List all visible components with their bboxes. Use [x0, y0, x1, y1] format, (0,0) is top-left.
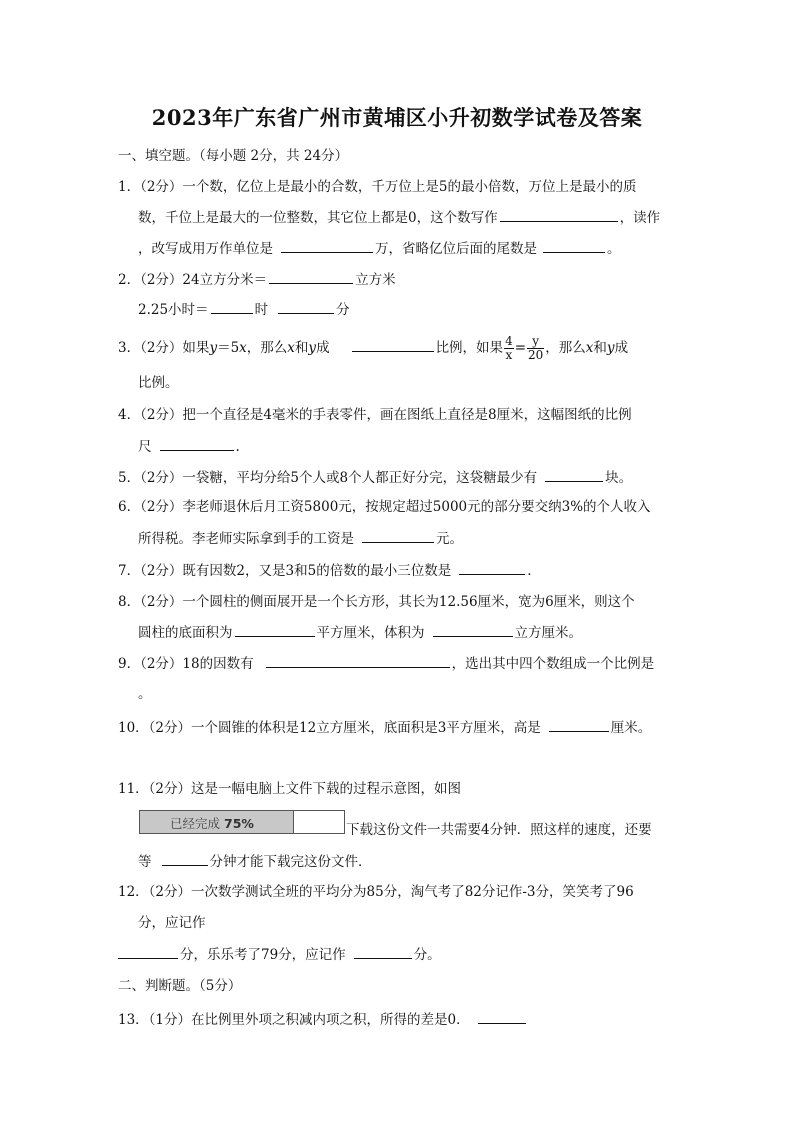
question-8-line-1: 8．（2分）一个圆柱的侧面展开是一个长方形，其长为12.56厘米，宽为6厘米，则这个: [118, 594, 635, 610]
answer-blank[interactable]: [162, 851, 208, 866]
answer-blank[interactable]: [459, 560, 525, 575]
question-1-line-1: 1．（2分）一个数，亿位上是最小的合数，千万位上是5的最小倍数，万位上是最小的质: [118, 179, 637, 195]
page-title: 2023年广东省广州市黄埔区小升初数学试卷及答案: [151, 105, 643, 130]
question-9-line-1: 9．（2分）18的因数有 ，选出其中四个数组成一个比例是: [118, 653, 654, 674]
question-1-line-3: ，改写成用万作单位是 万，省略亿位后面的尾数是 。: [138, 238, 621, 259]
answer-blank[interactable]: [118, 944, 178, 959]
fraction-4-over-x: $\frac{4}{x}$: [505, 334, 513, 362]
question-2-line-1: 2．（2分）24立方分米＝ 立方米: [118, 269, 396, 290]
answer-blank[interactable]: [500, 207, 618, 222]
answer-blank[interactable]: [362, 528, 434, 543]
section-heading-fill-in: 一、填空题。（每小题 2分，共 24分）: [118, 148, 349, 164]
answer-blank[interactable]: [235, 622, 315, 637]
question-12-line-3: 分，乐乐考了79分，应记作 分。: [118, 944, 441, 965]
answer-blank[interactable]: [266, 653, 450, 668]
answer-blank[interactable]: [160, 436, 234, 451]
question-1-line-2: 数，千位上是最大的一位整数，其它位上都是0，这个数写作 ，读作: [138, 207, 660, 228]
question-3-line-1: 3．（2分）如果y＝5x，那么x和y成 比例，如果 $\frac{4}{x}$ = $\frac{y}{20}$ ，那么x和y成: [118, 334, 629, 362]
question-6-line-2: 所得税。李老师实际拿到手的工资是 元。: [138, 528, 463, 549]
answer-blank[interactable]: [354, 944, 412, 959]
question-10: 10．（2分）一个圆锥的体积是12立方厘米，底面积是3平方厘米，高是 厘米。: [118, 717, 651, 738]
question-6-line-1: 6．（2分）李老师退休后月工资5800元，按规定超过5000元的部分要交纳3%的个人收入: [118, 499, 651, 515]
answer-blank[interactable]: [269, 269, 353, 284]
fraction-y-over-20: $\frac{y}{20}$: [528, 334, 544, 362]
download-progress-label: 已经完成 75%: [170, 816, 254, 831]
question-11-line-1: 11．（2分）这是一幅电脑上文件下载的过程示意图，如图: [118, 781, 462, 797]
question-2-line-2: 2.25小时＝ 时 分: [138, 299, 350, 320]
answer-blank[interactable]: [352, 337, 434, 352]
answer-blank[interactable]: [545, 467, 603, 482]
question-4-line-2: 尺 .: [138, 436, 240, 457]
answer-blank[interactable]: [478, 1009, 526, 1024]
question-4-line-1: 4．（2分）把一个直径是4毫米的手表零件，画在图纸上直径是8厘米，这幅图纸的比例: [118, 407, 632, 423]
question-3-line-2: 比例。: [138, 375, 179, 391]
answer-blank[interactable]: [278, 299, 334, 314]
question-8-line-2: 圆柱的底面积为 平方厘米，体积为 立方厘米。: [138, 622, 582, 643]
answer-blank[interactable]: [549, 717, 609, 732]
question-5: 5．（2分）一袋糖，平均分给5个人或8个人都正好分完，这袋糖最少有 块。: [118, 467, 632, 488]
download-progress-bar: [139, 810, 345, 834]
question-11-line-2: 下载这份文件一共需要4分钟．照这样的速度，还要: [346, 822, 652, 838]
question-13: 13．（1分）在比例里外项之积减内项之积，所得的差是0．: [118, 1009, 528, 1030]
question-7: 7．（2分）既有因数2，又是3和5的倍数的最小三位数是 .: [118, 560, 532, 581]
answer-blank[interactable]: [211, 299, 253, 314]
question-11-line-3: 等 分钟才能下载完这份文件．: [138, 851, 372, 872]
answer-blank[interactable]: [433, 622, 513, 637]
section-heading-true-false: 二、判断题。（5分）: [118, 978, 242, 994]
question-12-line-2: 分，应记作: [138, 915, 206, 931]
answer-blank[interactable]: [543, 238, 605, 253]
question-9-line-2: 。: [138, 686, 152, 702]
question-12-line-1: 12．（2分）一次数学测试全班的平均分为85分，淘气考了82分记作-3分，笑笑考了96: [118, 884, 634, 900]
answer-blank[interactable]: [281, 238, 373, 253]
